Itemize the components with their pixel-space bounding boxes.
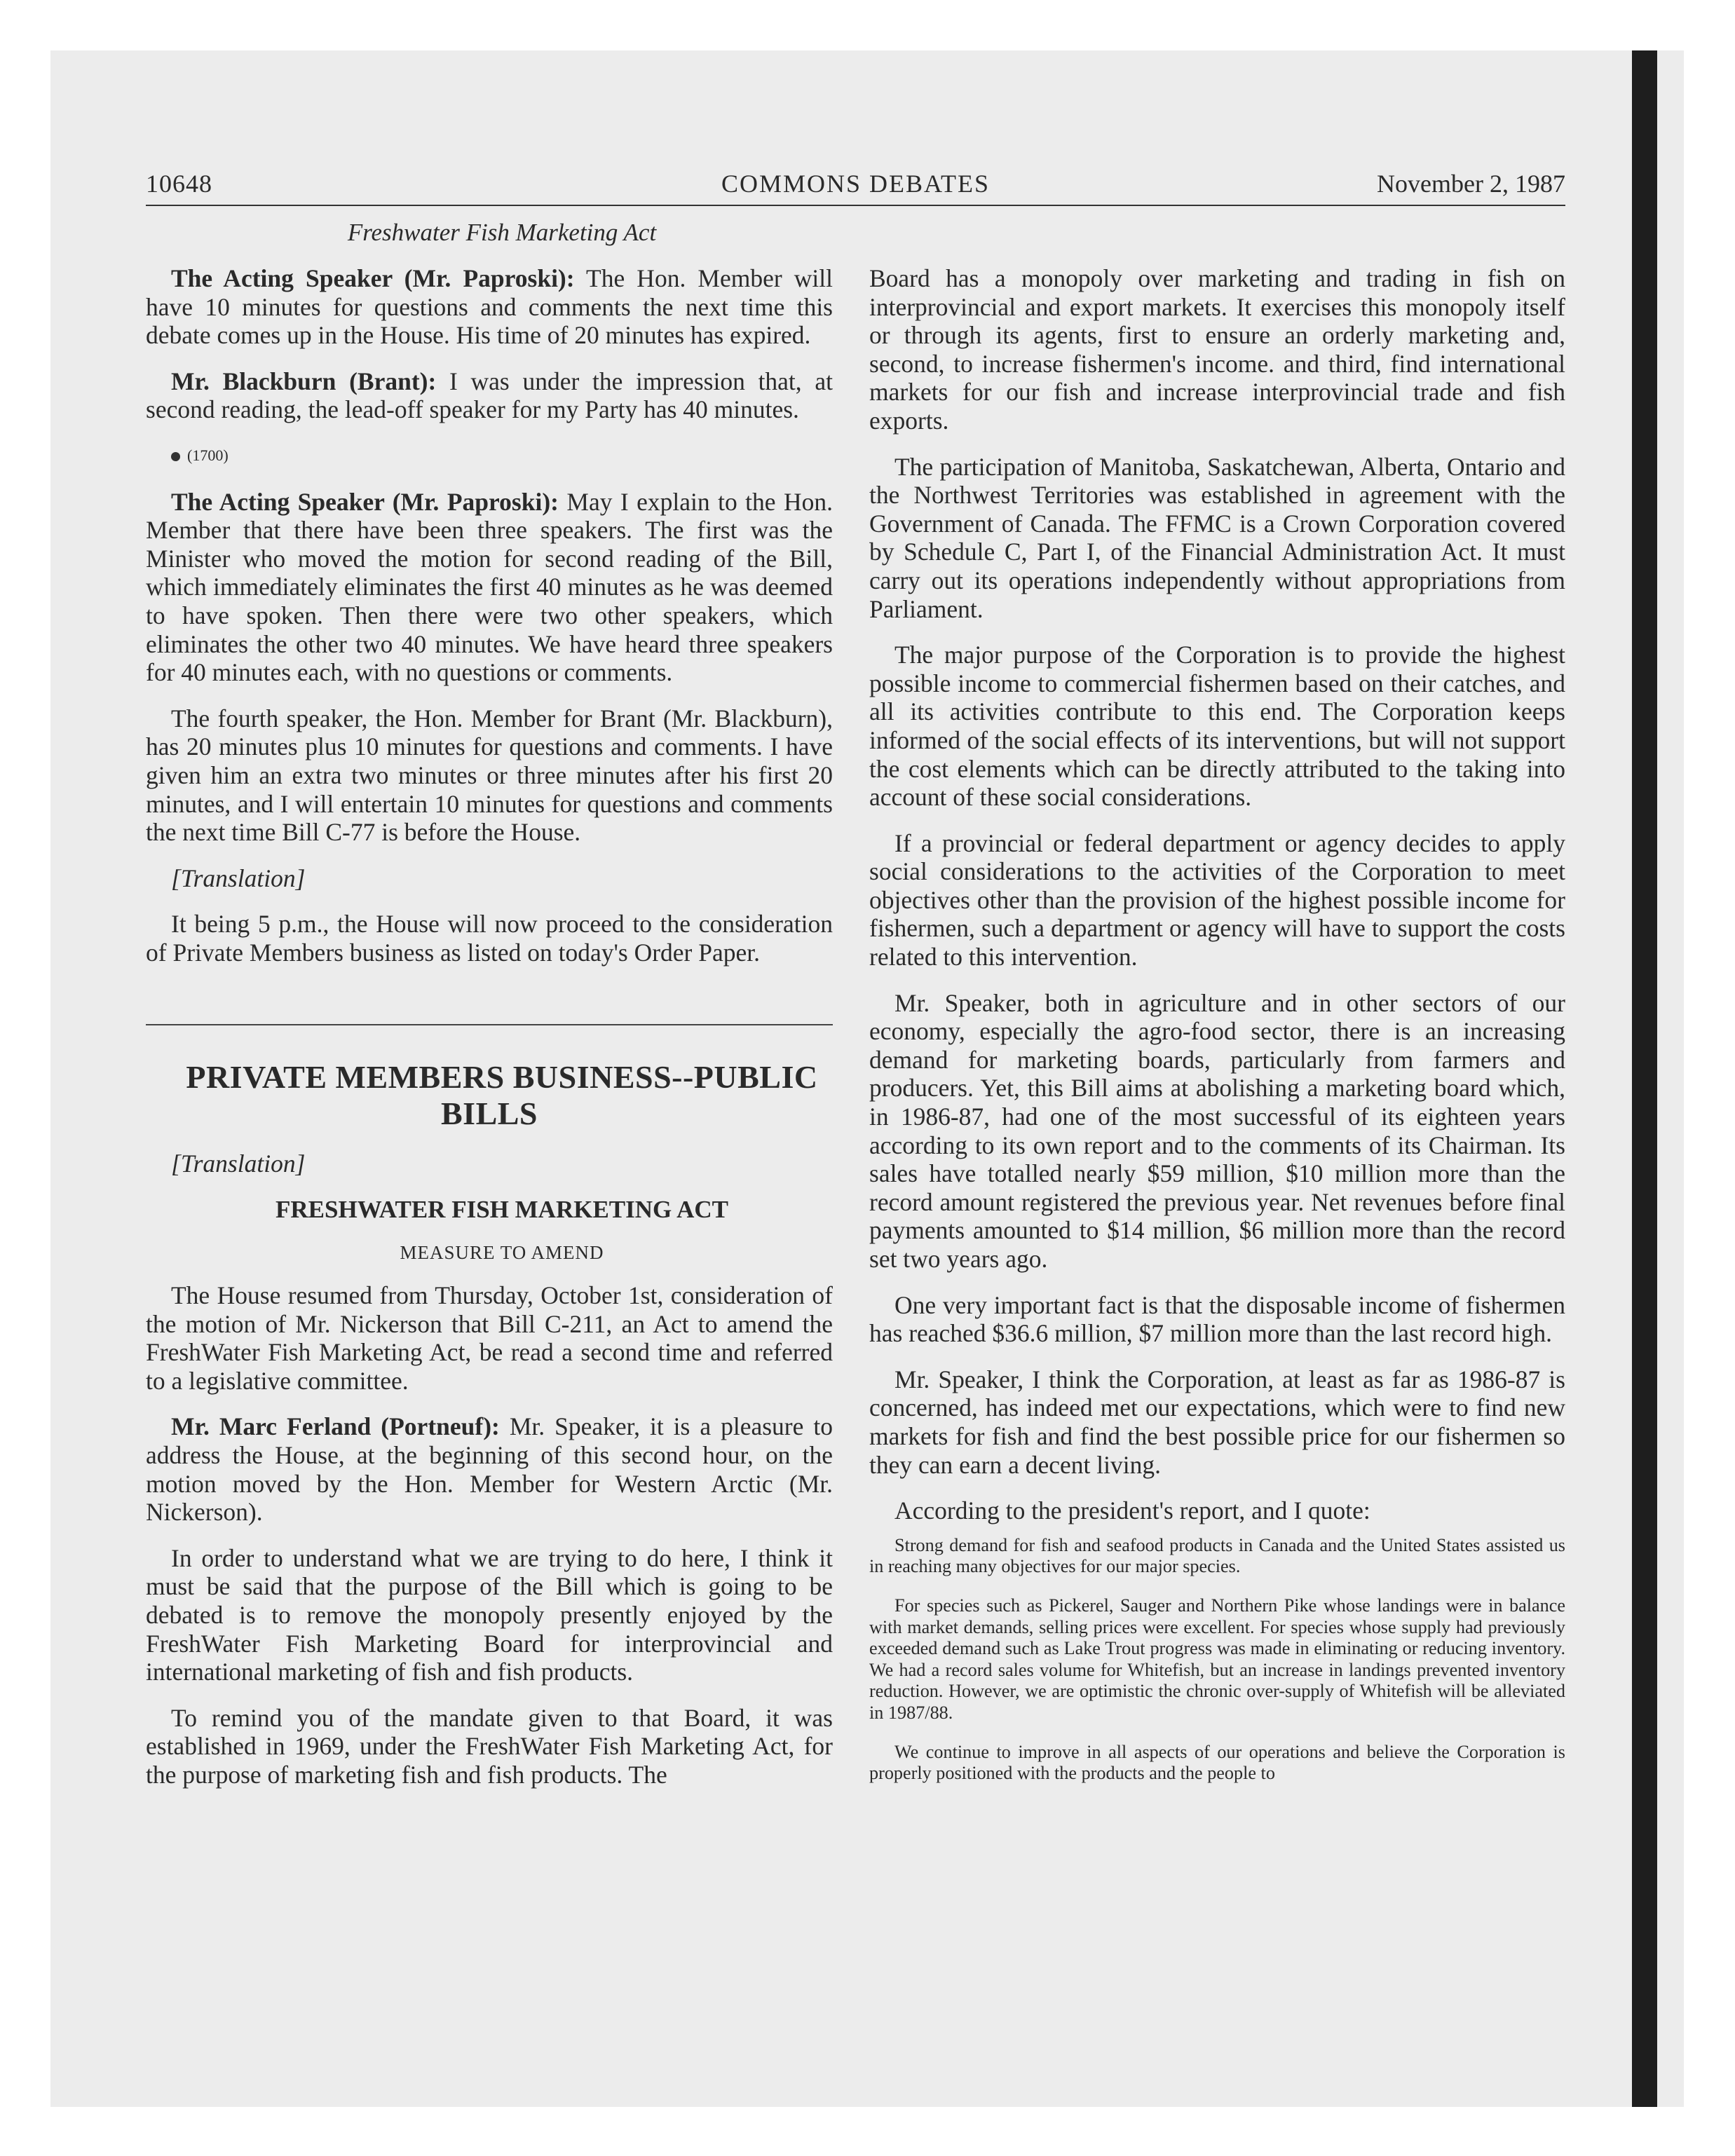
translation-note: [Translation] (171, 1149, 306, 1178)
paragraph: It being 5 p.m., the House will now proceed to the consideration of Private Members business as listed on today's Order Paper. (146, 910, 833, 967)
block-quote: Strong demand for fish and seafood products in Canada and the United States assisted us in reaching many objectives for our major species. (869, 1534, 1565, 1577)
section-divider (146, 1024, 833, 1025)
speaker-name: Mr. Marc Ferland (Portneuf): (171, 1412, 500, 1441)
speech-text: Mr. Speaker, it is a pleasure to address the House, at the beginning of this second hour, on the motion moved by the Hon. Member for Western Arctic (Mr. Nickerson). (146, 1412, 833, 1527)
speaker-name: Mr. Blackburn (Brant): (171, 367, 437, 395)
paragraph: To remind you of the mandate given to that Board, it was established in 1969, under the FreshWater Fish Marketing Act, for the purpose of marketing fish and fish products. The (146, 1703, 833, 1789)
paragraph: The fourth speaker, the Hon. Member for Brant (Mr. Blackburn), has 20 minutes plus 10 minutes for questions and comments. I have given him an extra two minutes or three minutes after his first 20 minutes, and I will entertain 10 minutes for questions and comments the next time Bill C-77 is before the House. (146, 704, 833, 847)
speech-text: I was under the impression that, at second reading, the lead-off speaker for my Party has 40 minutes. (146, 367, 833, 424)
paragraph: According to the president's report, and I quote: (894, 1496, 1370, 1525)
speaker-name: The Acting Speaker (Mr. Paproski): (171, 264, 575, 292)
paragraph: In order to understand what we are trying to do here, I think it must be said that the purpose of the Bill which is going to be debated is to remove the monopoly presently enjoyed by the FreshWater Fish Marketing Board for interprovincial and international marketing of fish and fish products. (146, 1543, 833, 1686)
bullet-icon (171, 452, 180, 461)
paragraph (146, 1412, 833, 1526)
paragraph: Mr. Speaker, I think the Corporation, at least as far as 1986-87 is concerned, has indeed met our expectations, which were to find new markets for fish and find the best possible price for our fishermen so they can earn a decent living. (869, 1365, 1565, 1479)
running-header (146, 170, 1565, 206)
paragraph: If a provincial or federal department or agency decides to apply social considerations to the activities of the Corporation to meet objectives other than the provision of the highest possible income for fishermen, such a department or agency will have to support the costs related to this intervention. (869, 828, 1565, 971)
paragraph (146, 264, 833, 350)
bill-title: FRESHWATER FISH MARKETING ACT (275, 1196, 728, 1224)
paragraph (146, 488, 833, 687)
act-title: Freshwater Fish Marketing Act (347, 219, 657, 246)
publication-title: COMMONS DEBATES (721, 170, 991, 198)
translation-note: [Translation] (171, 864, 306, 892)
time-marker-label: (1700) (187, 446, 229, 464)
section-heading: PRIVATE MEMBERS BUSINESS--PUBLIC BILLS (186, 1059, 818, 1132)
paragraph (146, 367, 833, 424)
left-column (146, 219, 833, 1807)
right-column (869, 264, 1565, 1802)
paragraph: Mr. Speaker, both in agriculture and in other sectors of our economy, especially the agro-food sector, there is an increasing demand for marketing boards, particularly from farmers and producers. Yet, this Bill aims at abolishing a marketing board which, in 1986-87, had one of the most successful of its eighteen years according to its own report and to the comments of its Chairman. Its sales have totalled nearly $59 million, $10 million more than the record amount registered the previous year. Net revenues before final payments amounted to $14 million, $6 million more than the record set two years ago. (869, 988, 1565, 1273)
speaker-name: The Acting Speaker (Mr. Paproski): (171, 487, 559, 516)
paragraph: The participation of Manitoba, Saskatchewan, Alberta, Ontario and the Northwest Territories was established in agreement with the Government of Canada. The FFMC is a Crown Corporation covered by Schedule C, Part I, of the Financial Administration Act. It must carry out its operations independently without appropriations from Parliament. (869, 452, 1565, 623)
block-quote: For species such as Pickerel, Sauger and Northern Pike whose landings were in balance with market demands, selling prices were excellent. For species whose supply had previously exceeded demand such as Lake Trout progress was made in eliminating or reducing inventory. We had a record sales volume for Whitefish, but an increase in landings prevented inventory reduction. However, we are optimistic the chronic over-supply of Whitefish will be alleviated in 1987/88. (869, 1595, 1565, 1723)
paragraph: The House resumed from Thursday, October 1st, consideration of the motion of Mr. Nickerson that Bill C-211, an Act to amend the FreshWater Fish Marketing Act, be read a second time and referred to a legislative committee. (146, 1281, 833, 1395)
speech-text: May I explain to the Hon. Member that there have been three speakers. The first was the Minister who moved the motion for second reading of the Bill, which immediately eliminates the first 40 minutes as he was deemed to have spoken. Then there were two other speakers, which eliminates the other two 40 minutes. We have heard three speakers for 40 minutes each, with no questions or comments. (146, 487, 833, 687)
paragraph: Board has a monopoly over marketing and trading in fish on interprovincial and export markets. It exercises this monopoly itself or through its agents, first to ensure an orderly marketing and, second, to increase fishermen's income. and third, find international markets for our fish and increase interprovincial trade and fish exports. (869, 264, 1565, 435)
speech-text: The Hon. Member will have 10 minutes for questions and comments the next time this debate comes up in the House. His time of 20 minutes has expired. (146, 264, 833, 350)
measure-subheading: MEASURE TO AMEND (400, 1242, 604, 1264)
publication-date: November 2, 1987 (1377, 170, 1565, 198)
time-marker (146, 442, 833, 470)
scan-edge-shadow (1632, 50, 1657, 2107)
block-quote: We continue to improve in all aspects of our operations and believe the Corporation is properly positioned with the products and the people to (869, 1741, 1565, 1784)
paragraph: One very important fact is that the disposable income of fishermen has reached $36.6 million, $7 million more than the last record high. (869, 1290, 1565, 1348)
paragraph: The major purpose of the Corporation is to provide the highest possible income to commercial fishermen based on their catches, and all its activities contribute to this end. The Corporation keeps informed of the social effects of its interventions, but will not support the cost elements which can be directly attributed to the taking into account of these social considerations. (869, 641, 1565, 812)
page-number: 10648 (146, 170, 212, 198)
